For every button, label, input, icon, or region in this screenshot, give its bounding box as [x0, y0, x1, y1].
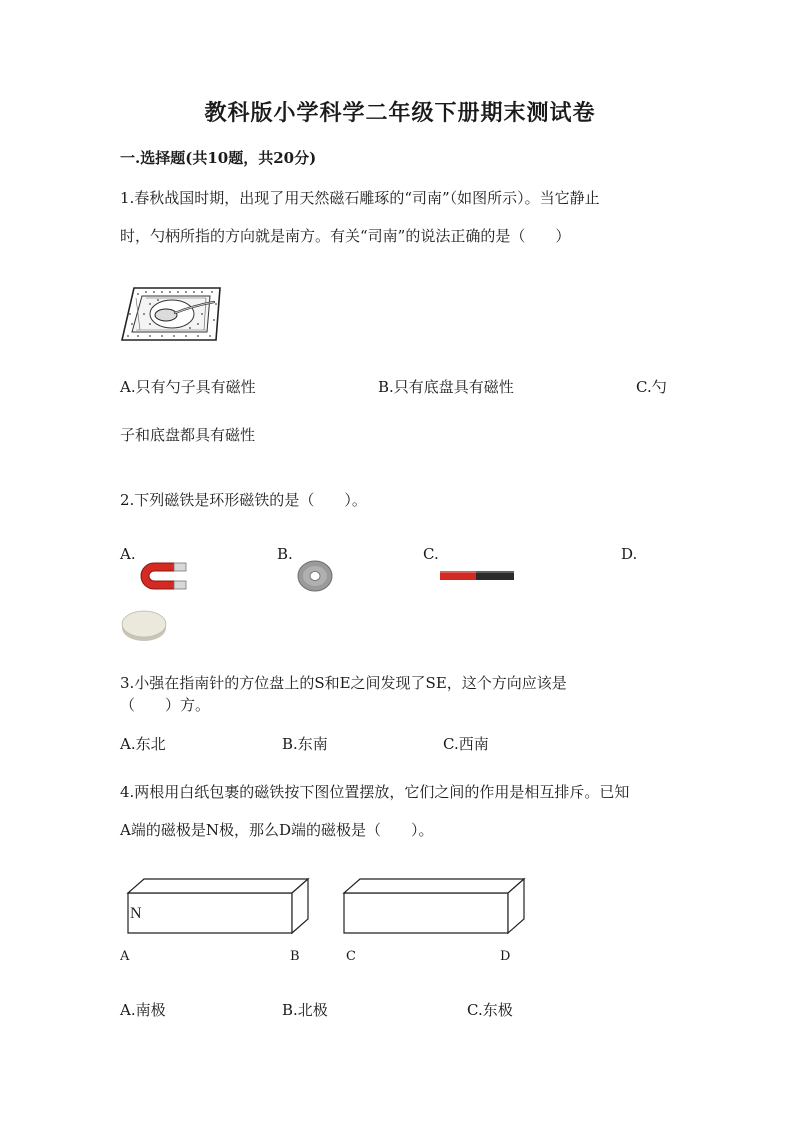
q2-stem: 2.下列磁铁是环形磁铁的是（ ）。 — [120, 491, 367, 509]
q1-option-c-continued: 子和底盘都具有磁性 — [120, 426, 256, 444]
q4-option-b[interactable]: B.北极 — [282, 1001, 328, 1019]
magnet-boxes-diagram — [120, 875, 540, 945]
q1-option-c[interactable]: C.勺 — [636, 378, 667, 396]
q2-option-c[interactable]: C. — [423, 545, 439, 563]
page-title: 教科版小学科学二年级下册期末测试卷 — [204, 100, 596, 126]
q4-stem-line2: A端的磁极是N极，那么D端的磁极是（ ）。 — [120, 821, 434, 839]
end-label-c: C — [346, 949, 356, 964]
horseshoe-magnet-icon — [134, 557, 192, 593]
q3-option-a[interactable]: A.东北 — [120, 735, 166, 753]
disc-magnet-icon — [120, 609, 168, 643]
end-label-a: A — [120, 949, 130, 964]
section-heading: 一.选择题(共10题，共20分) — [120, 149, 317, 167]
q3-stem-line1: 3.小强在指南针的方位盘上的S和E之间发现了SE，这个方向应该是 — [120, 674, 567, 692]
end-label-d: D — [500, 949, 511, 964]
q1-stem-line2: 时，勺柄所指的方向就是南方。有关“司南”的说法正确的是（ ） — [120, 227, 571, 245]
q4-option-c[interactable]: C.东极 — [467, 1001, 513, 1019]
left-magnet-box — [128, 879, 308, 933]
end-label-b: B — [290, 949, 300, 964]
q3-option-c[interactable]: C.西南 — [443, 735, 489, 753]
ring-magnet-icon — [295, 559, 335, 593]
q1-stem-line1: 1.春秋战国时期，出现了用天然磁石雕琢的“司南”（如图所示）。当它静止 — [120, 189, 600, 207]
n-pole-label: N — [130, 905, 142, 922]
q2-option-a[interactable]: A. — [120, 545, 136, 563]
q2-option-d[interactable]: D. — [621, 545, 638, 563]
right-magnet-box — [344, 879, 524, 933]
q1-option-b[interactable]: B.只有底盘具有磁性 — [378, 378, 514, 396]
q3-option-b[interactable]: B.东南 — [282, 735, 328, 753]
q1-option-a[interactable]: A.只有勺子具有磁性 — [120, 378, 256, 396]
q3-stem-line2: （ ）方。 — [120, 696, 211, 714]
bar-magnet-icon — [439, 568, 515, 582]
q2-option-b[interactable]: B. — [277, 545, 293, 563]
sinan-compass-icon — [120, 284, 226, 344]
q4-option-a[interactable]: A.南极 — [120, 1001, 166, 1019]
q4-stem-line1: 4.两根用白纸包裹的磁铁按下图位置摆放，它们之间的作用是相互排斥。已知 — [120, 783, 630, 801]
